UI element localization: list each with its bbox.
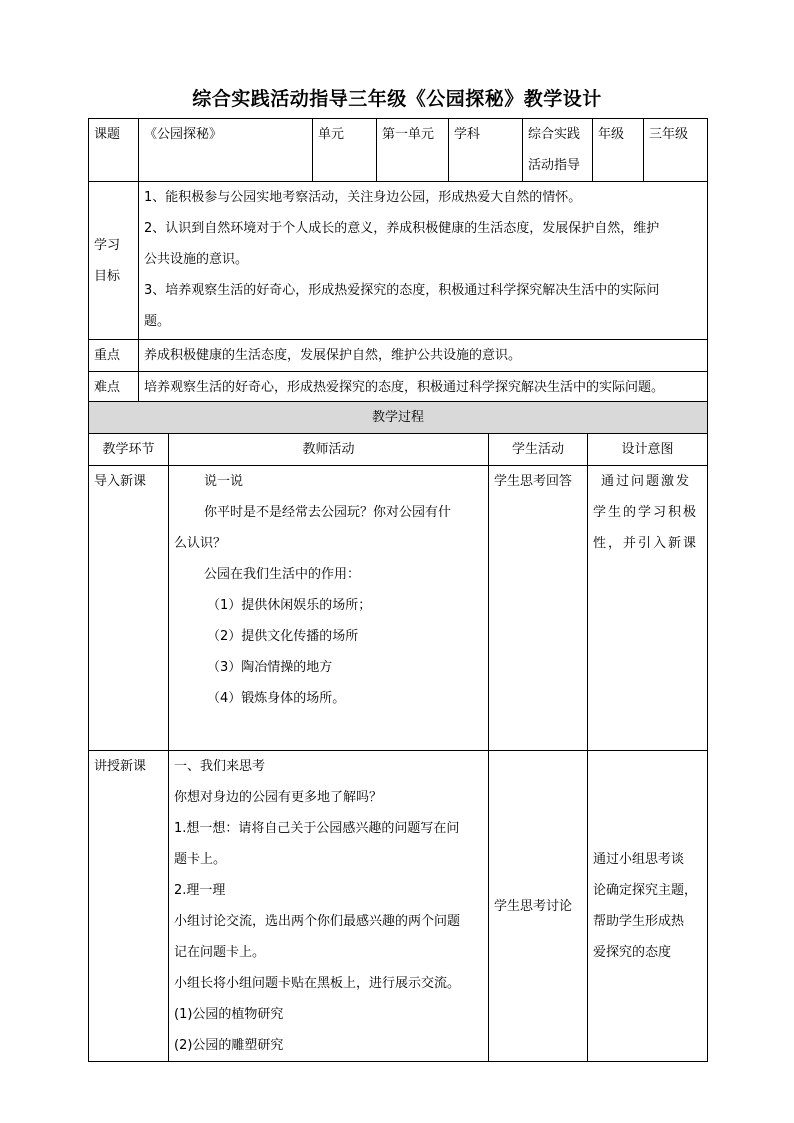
stage-cell: 讲授新课 <box>89 751 169 1062</box>
teacher-line: 记在问题卡上。 <box>174 945 266 960</box>
teacher-line: 你平时是不是经常去公园玩？你对公园有什 <box>204 505 452 520</box>
difficulty-label: 难点 <box>89 372 139 404</box>
teaching-process-table <box>88 401 708 1062</box>
stage-cell: 导入新课 <box>89 466 169 751</box>
key-point-text: 养成积极健康的生活态度，发展保护自然，维护公共设施的意识。 <box>139 340 708 372</box>
unit-value: 第一单元 <box>377 119 449 182</box>
goal-line: 题。 <box>144 314 171 329</box>
intent-line: 论确定探究主题， <box>593 883 698 898</box>
intent-line: 性，并引入新课 <box>593 536 699 551</box>
process-header: 教学过程 <box>89 402 708 434</box>
teacher-line: （1）提供休闲娱乐的场所； <box>207 598 372 613</box>
grade-value: 三年级 <box>644 119 708 182</box>
intent-line: 通过问题激发 <box>601 474 692 489</box>
goal-line: 公共设施的意识。 <box>144 252 249 267</box>
goals-label-line: 学习 <box>94 237 121 253</box>
teacher-line: 小组讨论交流，选出两个你们最感兴趣的两个问题 <box>174 914 461 929</box>
intent-line: 爱探究的态度 <box>593 945 672 960</box>
column-header: 学生活动 <box>489 434 588 466</box>
topic-label: 课题 <box>89 119 139 182</box>
student-activity-cell: 学生思考讨论 <box>489 751 588 1062</box>
teacher-line: 1.想一想：请将自己关于公园感兴趣的问题写在问 <box>174 821 460 836</box>
intent-line: 学生的学习积极 <box>593 505 699 520</box>
teacher-activity-cell <box>169 751 489 1062</box>
teacher-activity-cell <box>169 466 489 751</box>
goal-line: 3、培养观察生活的好奇心，形成热爱探究的态度，积极通过科学探究解决生活中的实际问 <box>144 283 660 298</box>
teacher-line: 么认识？ <box>174 536 227 551</box>
teacher-line: （3）陶冶情操的地方 <box>207 660 333 675</box>
goal-line: 2、认识到自然环境对于个人成长的意义，养成积极健康的生活态度，发展保护自然，维护 <box>144 221 660 236</box>
subject-value <box>523 119 593 182</box>
column-header: 教师活动 <box>169 434 489 466</box>
intent-line: 通过小组思考谈 <box>593 852 685 867</box>
teacher-line: 公园在我们生活中的作用： <box>204 567 361 582</box>
lesson-info-table <box>88 118 708 404</box>
goals-label <box>89 182 139 340</box>
subject-label: 学科 <box>449 119 523 182</box>
teacher-line: 2.理一理 <box>174 883 226 898</box>
design-intent-cell <box>588 751 708 1062</box>
teacher-line: 小组长将小组问题卡贴在黑板上，进行展示交流。 <box>174 976 461 991</box>
goals-label-line: 目标 <box>94 268 121 284</box>
table-row <box>89 466 708 751</box>
teacher-line: (2)公园的雕塑研究 <box>174 1038 284 1053</box>
document-title: 综合实践活动指导三年级《公园探秘》教学设计 <box>192 88 602 110</box>
subject-value-line: 活动指导 <box>528 158 581 173</box>
teacher-line: 题卡上。 <box>174 852 227 867</box>
key-point-label: 重点 <box>89 340 139 372</box>
column-header: 教学环节 <box>89 434 169 466</box>
table-row <box>89 751 708 1062</box>
goal-line: 1、能积极参与公园实地考察活动，关注身边公园，形成热爱大自然的情怀。 <box>144 190 582 205</box>
intent-line: 帮助学生形成热 <box>593 914 685 929</box>
teacher-line: 说一说 <box>204 474 244 489</box>
student-activity-cell: 学生思考回答 <box>489 466 588 751</box>
column-header: 设计意图 <box>588 434 708 466</box>
grade-label: 年级 <box>593 119 644 182</box>
teacher-line: （4）锻炼身体的场所。 <box>207 691 346 706</box>
difficulty-text: 培养观察生活的好奇心，形成热爱探究的态度，积极通过科学探究解决生活中的实际问题。 <box>139 372 708 404</box>
topic-value: 《公园探秘》 <box>139 119 313 182</box>
teacher-line: 你想对身边的公园有更多地了解吗？ <box>174 790 383 805</box>
teacher-line: 一、我们来思考 <box>174 759 266 774</box>
subject-value-line: 综合实践 <box>528 127 581 142</box>
teacher-line: (1)公园的植物研究 <box>174 1007 284 1022</box>
design-intent-cell <box>588 466 708 751</box>
goals-content <box>139 182 708 340</box>
unit-label: 单元 <box>313 119 377 182</box>
teacher-line: （2）提供文化传播的场所 <box>207 629 359 644</box>
